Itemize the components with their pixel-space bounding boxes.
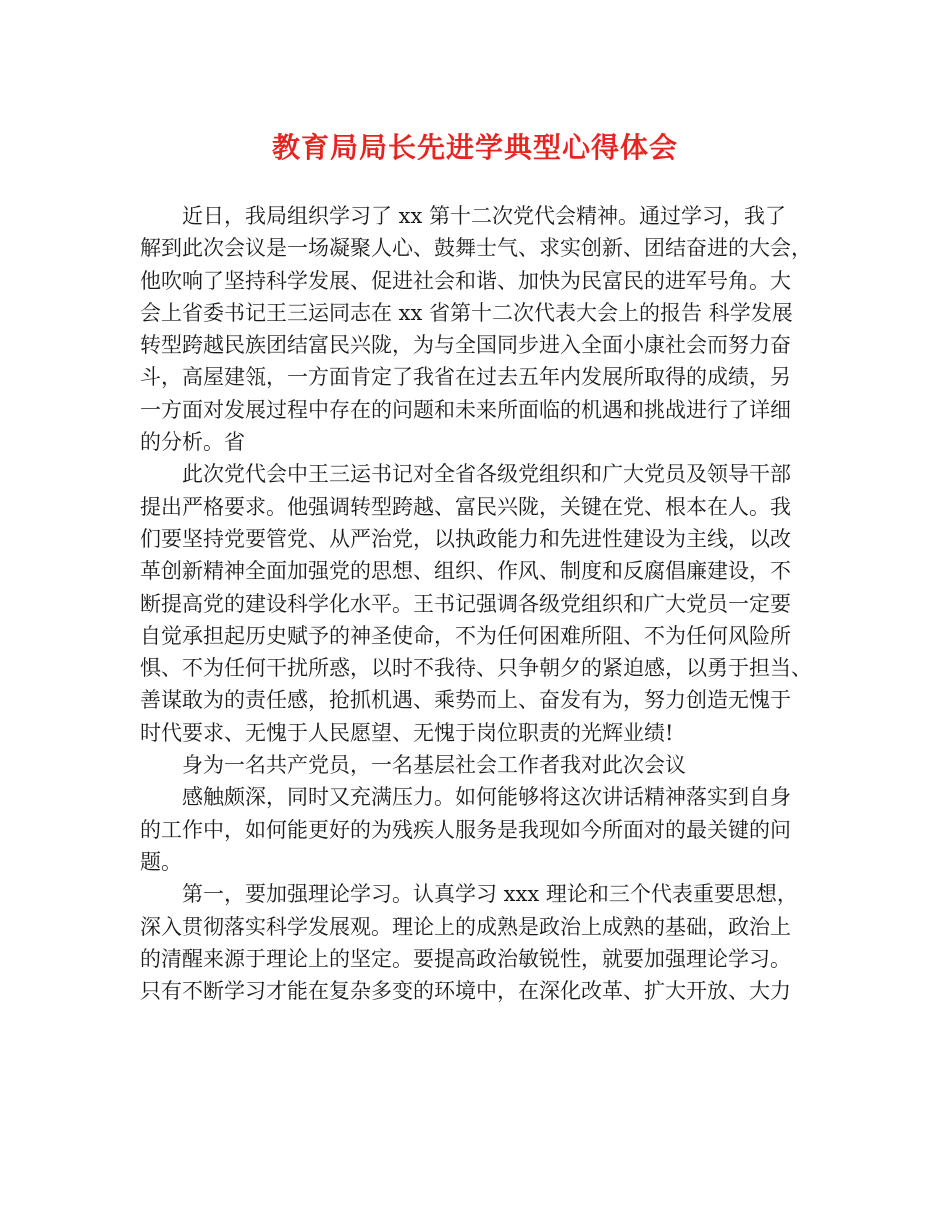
document-title: 教育局局长先进学典型心得体会 bbox=[271, 131, 678, 164]
body-line: 善谋敢为的责任感，抢抓机遇、乘势而上、奋发有为，努力创造无愧于 bbox=[140, 688, 791, 713]
body-line: 身为一名共产党员，一名基层社会工作者我对此次会议 bbox=[182, 753, 686, 778]
body-line: 感触颇深，同时又充满压力。如何能够将这次讲话精神落实到自身 bbox=[182, 785, 791, 810]
body-line: 提出严格要求。他强调转型跨越、富民兴陇，关键在党、根本在人。我 bbox=[140, 494, 791, 519]
body-line: 只有不断学习才能在复杂多变的环境中，在深化改革、扩大开放、大力 bbox=[140, 979, 791, 1004]
body-line: 惧、不为任何干扰所惑，以时不我待、只争朝夕的紧迫感，以勇于担当、 bbox=[140, 656, 812, 681]
body-line: 此次党代会中王三运书记对全省各级党组织和广大党员及领导干部 bbox=[182, 462, 791, 487]
body-line: 转型跨越民族团结富民兴陇，为与全国同步进入全面小康社会而努力奋 bbox=[140, 333, 791, 358]
body-line: 深入贯彻落实科学发展观。理论上的成熟是政治上成熟的基础，政治上 bbox=[140, 914, 791, 939]
body-line: 断提高党的建设科学化水平。王书记强调各级党组织和广大党员一定要 bbox=[140, 591, 791, 616]
body-line: 的清醒来源于理论上的坚定。要提高政治敏锐性，就要加强理论学习。 bbox=[140, 946, 791, 971]
body-line: 解到此次会议是一场凝聚人心、鼓舞士气、求实创新、团结奋进的大会， bbox=[140, 236, 812, 261]
body-line: 革创新精神全面加强党的思想、组织、作风、制度和反腐倡廉建设，不 bbox=[140, 559, 791, 584]
body-line: 近日，我局组织学习了 xx 第十二次党代会精神。通过学习，我了 bbox=[182, 204, 787, 228]
body-line: 自觉承担起历史赋予的神圣使命，不为任何困难所阻、不为任何风险所 bbox=[140, 623, 791, 648]
body-line: 斗，高屋建瓴，一方面肯定了我省在过去五年内发展所取得的成绩，另 bbox=[140, 365, 791, 390]
document-body bbox=[140, 200, 830, 1007]
body-line: 的工作中，如何能更好的为残疾人服务是我现如今所面对的最关键的问 bbox=[140, 817, 791, 842]
body-line: 们要坚持党要管党、从严治党，以执政能力和先进性建设为主线，以改 bbox=[140, 526, 791, 551]
body-line: 会上省委书记王三运同志在 xx 省第十二次代表大会上的报告 科学发展 bbox=[140, 300, 793, 325]
body-line: 第一，要加强理论学习。认真学习 xxx 理论和三个代表重要思想， bbox=[182, 882, 798, 907]
body-line: 时代要求、无愧于人民愿望、无愧于岗位职责的光辉业绩! bbox=[140, 720, 674, 745]
body-line: 的分析。省 bbox=[140, 430, 245, 455]
body-line: 他吹响了坚持科学发展、促进社会和谐、加快为民富民的进军号角。大 bbox=[140, 268, 791, 293]
body-line: 题。 bbox=[140, 849, 182, 874]
body-line: 一方面对发展过程中存在的问题和未来所面临的机遇和挑战进行了详细 bbox=[140, 397, 791, 422]
